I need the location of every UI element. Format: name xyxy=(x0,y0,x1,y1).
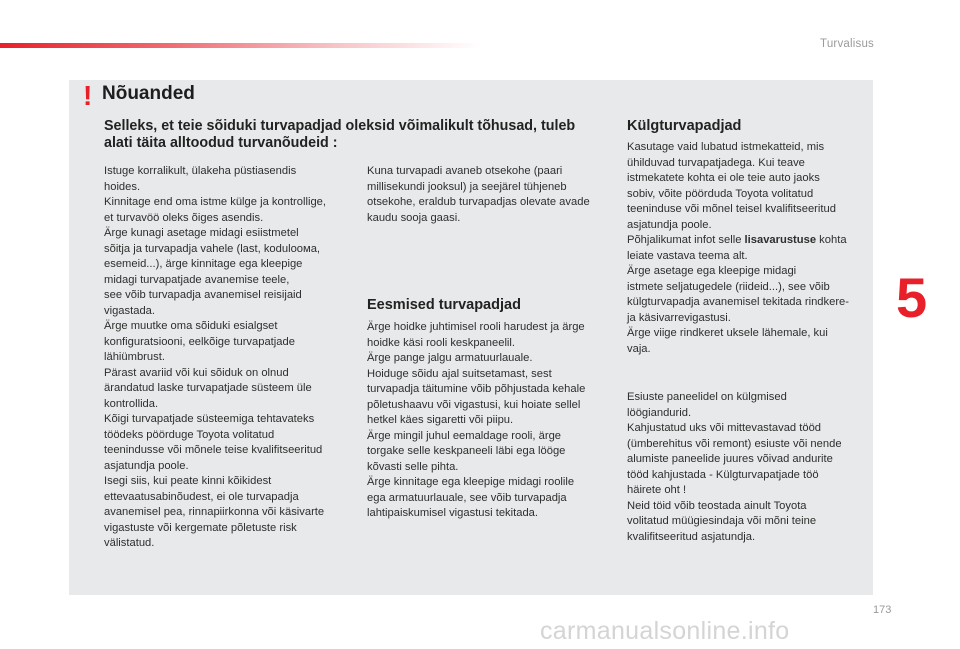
text-line: kvalifitseeritud asjatundja. xyxy=(627,530,756,543)
text-line: Kõigi turvapatjade süsteemiga tehtavateks xyxy=(104,413,315,425)
side-airbags-text xyxy=(627,140,872,357)
header-accent-bar xyxy=(0,43,480,48)
intro-text: Selleks, et teie sõiduki turvapadjad oleksid võimalikult tõhusad, tuleb alati täita alltoodud turvanõudeid : xyxy=(104,118,576,151)
text-line: otsekohe, eraldub turvapadjas olevate avade xyxy=(367,196,590,208)
text-line: Ärge hoidke juhtimisel rooli harudest ja ärge xyxy=(367,321,585,333)
warning-icon: ! xyxy=(83,80,93,111)
text-line: Ärge viige rindkeret uksele lähemale, kui xyxy=(627,327,828,339)
text-line: kõvasti selle pihta. xyxy=(367,460,459,473)
text-line: esemeid...), ärge kinnitage ega kleepige xyxy=(104,258,303,270)
text-line: Neid töid võib teostada ainult Toyota xyxy=(627,499,807,512)
text-line: ettevaatusabinõudest, ei ole turvapadja xyxy=(104,490,299,503)
text-line: teenindusse või mõnele teise kvalifitseeritud xyxy=(104,444,323,456)
text-line: löögiandurid. xyxy=(627,406,692,419)
section-title: Turvalisus xyxy=(820,38,874,50)
text-line: Ärge asetage ega kleepige midagi xyxy=(627,265,797,277)
text-line: midagi turvapatjade avanemise teele, xyxy=(104,273,290,286)
text-line: tööd kahjustada - Külgturvapatjade töö xyxy=(627,468,819,481)
text-line: ärandatud laske turvapatjade süsteem üle xyxy=(104,382,312,394)
text-line: Ärge kinnitage ega kleepige midagi roolile xyxy=(367,476,575,488)
text-line: lähiümbrust. xyxy=(104,351,165,363)
text-line: hoides. xyxy=(104,180,141,193)
chapter-number: 5 xyxy=(896,266,928,329)
text-line: Ärge kunagi asetage midagi esiistmetel xyxy=(104,227,299,239)
text-line: leiate vastava teema alt. xyxy=(627,249,748,262)
text-line: avanemisel pea, rinnapiirkonna või käsivarte xyxy=(104,506,325,518)
text-line: asjatundja poole. xyxy=(627,218,712,231)
accessory-bold-word: lisavarustuse xyxy=(744,234,817,246)
text-line: kaudu sooja gaasi. xyxy=(367,211,461,224)
text-line: vigastuste või kergemate põletuste risk xyxy=(104,521,297,534)
text-line: Kinnitage end oma istme külge ja kontrollige, xyxy=(104,196,327,208)
text-line: turvapadja täitumine võib põhjustada kehale xyxy=(367,383,586,395)
text-line: istmete seljatugedele (riideid...), see võib xyxy=(627,280,830,293)
text-line: Ärge pange jalgu armatuurlauale. xyxy=(367,352,533,364)
panel-title: Nõuanded xyxy=(102,83,195,104)
general-advice-column xyxy=(104,164,354,552)
front-airbags-heading: Eesmised turvapadjad xyxy=(367,297,521,313)
text-line: torgake selle keskpaneeli läbi ega lööge xyxy=(367,445,566,457)
text-line: teeninduse või mõnel teisel kvalifitseeritud xyxy=(627,203,836,215)
text-line: sobiv, võite pöörduda Toyota volitatud xyxy=(627,187,814,200)
text-line: Kasutage vaid lubatud istmekatteid, mis xyxy=(627,141,825,153)
text-line: häirete oht ! xyxy=(627,484,687,496)
accessory-line: Põhjalikumat infot selle lisavarustuse kohta xyxy=(627,234,847,246)
text-line: töödeks pöörduge Toyota volitatud xyxy=(104,428,275,441)
text-line: Esiuste paneelidel on külgmised xyxy=(627,391,787,403)
text-line: volitatud müügiesindaja või mõni teine xyxy=(627,515,817,527)
text-line: lahtipaiskumisel vigastusi tekitada. xyxy=(367,507,539,519)
text-line: et turvavöö oleks õiges asendis. xyxy=(104,211,264,224)
text-line: konfiguratsiooni, eelkõige turvapatjade xyxy=(104,335,295,348)
text-line: istmekatete kohta ei ole teie auto jaoks xyxy=(627,172,820,184)
front-airbags-text xyxy=(367,320,617,522)
page-number: 173 xyxy=(873,604,892,616)
text-line: Istuge korralikult, ülakeha püstiasendis xyxy=(104,165,297,177)
text-line: sõitja ja turvapadja vahele (last, koduloома, xyxy=(104,242,321,255)
text-line: vaja. xyxy=(627,342,651,355)
text-line: asjatundja poole. xyxy=(104,459,189,472)
text-line: külgturvapadja avanemisel tekitada rindkere- xyxy=(627,296,850,308)
text-line: vigastada. xyxy=(104,304,155,317)
text-line: hoidke käsi rooli keskpaneelil. xyxy=(367,336,516,349)
text-line: Hoiduge sõidu ajal suitsetamast, sest xyxy=(367,367,552,380)
text-line: see võib turvapadja avanemisel reisijaid xyxy=(104,289,302,301)
text-line: (ümberehitus või remont) esiuste või nende xyxy=(627,437,842,450)
text-line: Isegi siis, kui peate kinni kõikidest xyxy=(104,475,272,487)
text-line: ega armatuurlauale, see võib turvapadja xyxy=(367,491,567,504)
side-airbags-heading: Külgturvapadjad xyxy=(627,118,742,134)
text-line: ühilduvad turvapatjadega. Kui teave xyxy=(627,156,805,169)
text-line: põletushaavu või vigastusi, kui hoiate sellel xyxy=(367,398,581,411)
text-line: hetkel käes sigaretti või piipu. xyxy=(367,414,514,426)
text-line: välistatud. xyxy=(104,537,155,549)
text-line: Ärge muutke oma sõiduki esialgset xyxy=(104,320,278,332)
text-line: millisekundi jooksul) ja seejärel tühjeneb xyxy=(367,180,567,193)
text-line: Pärast avariid või kui sõiduk on olnud xyxy=(104,366,289,379)
text-line: alumiste paneelide juures võivad andurite xyxy=(627,453,833,465)
text-line: ja käsivarrevigastusi. xyxy=(627,311,731,324)
text-line: Kuna turvapadi avaneb otsekohe (paari xyxy=(367,165,563,177)
text-line: Kahjustatud uks või mittevastavad tööd xyxy=(627,422,822,434)
text-line: Ärge mingil juhul eemaldage rooli, ärge xyxy=(367,429,562,442)
watermark: carmanualsonline.info xyxy=(540,617,790,645)
airbag-deploy-column xyxy=(367,164,617,226)
side-sensors-text xyxy=(627,390,872,545)
text-line: kontrollida. xyxy=(104,397,159,410)
